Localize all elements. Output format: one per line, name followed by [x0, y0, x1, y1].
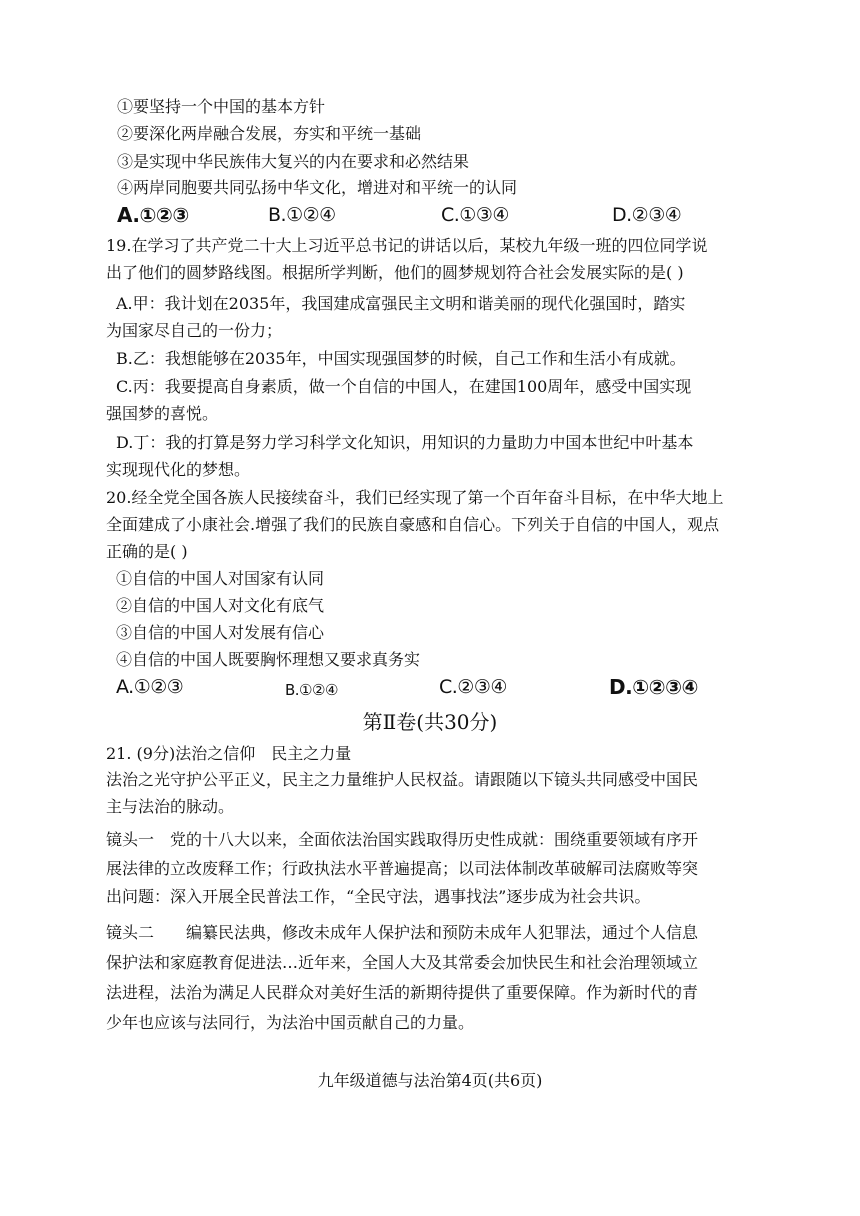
- q20-option-d: D.①②③④: [609, 675, 698, 699]
- q20-item-1: ①自信的中国人对国家有认同: [116, 569, 325, 588]
- q21-shot2-line-1: 镜头二 编纂民法典，修改未成年人保护法和预防未成年人犯罪法，通过个人信息: [106, 923, 699, 942]
- section-title: 第Ⅱ卷(共30分): [362, 710, 498, 734]
- q19-option-a-line-2: 为国家尽自己的一份力；: [106, 321, 283, 340]
- q21-head: 21. (9分)法治之信仰 民主之力量: [106, 744, 352, 763]
- q21-shot1-line-2: 展法律的立改废释工作；行政执法水平普遍提高；以司法体制改革破解司法腐败等突: [106, 859, 699, 878]
- q20-stem-line-3: 正确的是( ): [106, 542, 188, 561]
- q18-item-3: ③是实现中华民族伟大复兴的内在要求和必然结果: [117, 152, 470, 171]
- q19-option-d-line-1: D.丁：我的打算是努力学习科学文化知识，用知识的力量助力中国本世纪中叶基本: [116, 433, 694, 452]
- q18-item-2: ②要深化两岸融合发展，夯实和平统一基础: [117, 124, 422, 143]
- q18-option-a: A.①②③: [117, 203, 189, 227]
- q20-item-2: ②自信的中国人对文化有底气: [116, 596, 325, 615]
- q20-item-3: ③自信的中国人对发展有信心: [116, 623, 325, 642]
- q21-shot2-line-3: 法进程，法治为满足人民群众对美好生活的新期待提供了重要保障。作为新时代的青: [106, 983, 699, 1002]
- q21-intro-line-2: 主与法治的脉动。: [106, 797, 235, 816]
- q20-option-c: C.②③④: [439, 676, 507, 698]
- q18-item-1: ①要坚持一个中国的基本方针: [117, 97, 326, 116]
- q19-option-a-line-1: A.甲：我计划在2035年，我国建成富强民主文明和谐美丽的现代化强国时，踏实: [116, 294, 686, 313]
- q20-item-4: ④自信的中国人既要胸怀理想又要求真务实: [116, 650, 421, 669]
- q18-option-b: B.①②④: [268, 204, 336, 226]
- q19-option-d-line-2: 实现现代化的梦想。: [106, 460, 251, 479]
- q19-option-b: B.乙：我想能够在2035年，中国实现强国梦的时候，自己工作和生活小有成就。: [116, 349, 686, 368]
- q18-option-c: C.①③④: [441, 204, 509, 226]
- q18-option-d: D.②③④: [612, 204, 682, 226]
- q19-option-c-line-2: 强国梦的喜悦。: [106, 404, 219, 423]
- q21-shot2-line-2: 保护法和家庭教育促进法…近年来，全国人大及其常委会加快民生和社会治理领域立: [106, 953, 699, 972]
- q19-stem-line-1: 19.在学习了共产党二十大上习近平总书记的讲话以后，某校九年级一班的四位同学说: [106, 236, 708, 255]
- q19-option-c-line-1: C.丙：我要提高自身素质，做一个自信的中国人，在建国100周年，感受中国实现: [116, 377, 692, 396]
- q19-stem-line-2: 出了他们的圆梦路线图。根据所学判断，他们的圆梦规划符合社会发展实际的是( ): [106, 263, 684, 282]
- q21-shot2-line-4: 少年也应该与法同行，为法治中国贡献自己的力量。: [106, 1013, 475, 1032]
- q20-option-a: A.①②③: [116, 676, 184, 698]
- q18-item-4: ④两岸同胞要共同弘扬中华文化，增进对和平统一的认同: [117, 178, 518, 197]
- q21-shot1-line-3: 出问题：深入开展全民普法工作，“全民守法，遇事找法”逐步成为社会共识。: [106, 887, 651, 906]
- page-footer: 九年级道德与法治第4页(共6页): [317, 1071, 543, 1090]
- q21-intro-line-1: 法治之光守护公平正义，民主之力量维护人民权益。请跟随以下镜头共同感受中国民: [106, 770, 699, 789]
- q20-option-b: B.①②④: [285, 681, 338, 699]
- q20-stem-line-2: 全面建成了小康社会.增强了我们的民族自豪感和自信心。下列关于自信的中国人，观点: [106, 515, 720, 534]
- q21-shot1-line-1: 镜头一 党的十八大以来，全面依法治国实践取得历史性成就：围绕重要领域有序开: [106, 830, 699, 849]
- q20-stem-line-1: 20.经全党全国各族人民接续奋斗，我们已经实现了第一个百年奋斗目标，在中华大地上: [106, 488, 724, 507]
